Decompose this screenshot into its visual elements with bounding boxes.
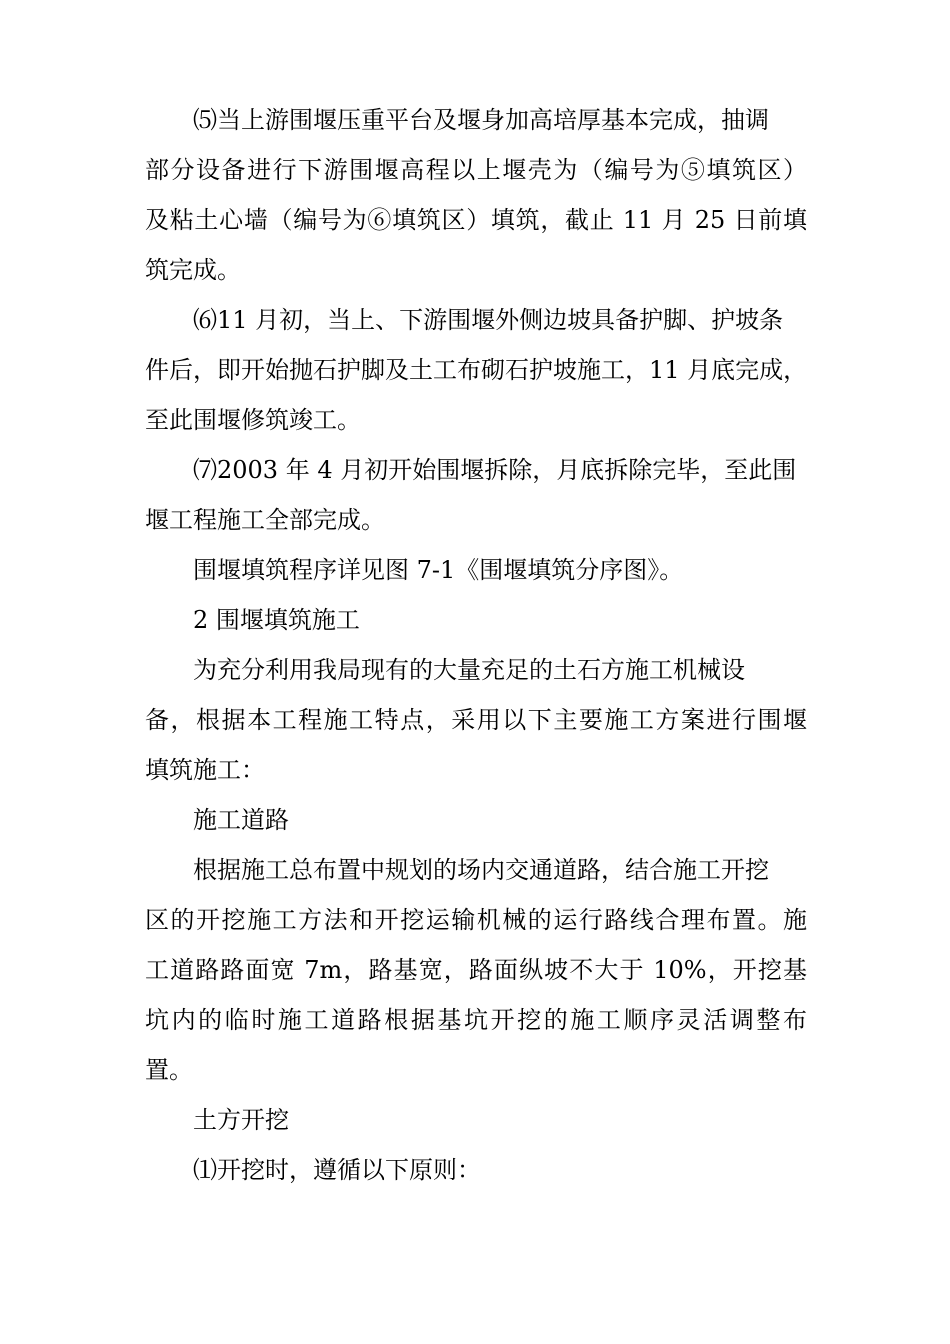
text-line: 部分设备进行下游围堰高程以上堰壳为（编号为⑤填筑区）: [145, 156, 807, 184]
subsection-heading: 施工道路: [193, 806, 289, 834]
section-heading: 2 围堰填筑施工: [193, 606, 360, 634]
text-line: 为充分利用我局现有的大量充足的土石方施工机械设: [193, 656, 745, 684]
text-line: 根据施工总布置中规划的场内交通道路，结合施工开挖: [193, 856, 769, 884]
text-line: ⑴开挖时，遵循以下原则：: [193, 1156, 481, 1184]
text-line: 工道路路面宽 7m，路基宽，路面纵坡不大于 10%，开挖基: [145, 956, 807, 984]
text-line: 坑内的临时施工道路根据基坑开挖的施工顺序灵活调整布: [145, 1006, 807, 1034]
text-line: 填筑施工：: [145, 756, 265, 784]
subsection-heading: 土方开挖: [193, 1106, 289, 1134]
text-line: 备，根据本工程施工特点，采用以下主要施工方案进行围堰: [145, 706, 807, 734]
text-line: 筑完成。: [145, 256, 241, 284]
text-line: 件后，即开始抛石护脚及土工布砌石护坡施工，11 月底完成，: [145, 356, 808, 384]
text-line: 堰工程施工全部完成。: [145, 506, 385, 534]
text-line: ⑹11 月初，当上、下游围堰外侧边坡具备护脚、护坡条: [193, 306, 784, 334]
text-line: 及粘土心墙（编号为⑥填筑区）填筑，截止 11 月 25 日前填: [145, 206, 807, 234]
text-line: 置。: [145, 1056, 193, 1084]
text-line: 区的开挖施工方法和开挖运输机械的运行路线合理布置。施: [145, 906, 807, 934]
text-line: 至此围堰修筑竣工。: [145, 406, 361, 434]
text-line: ⑺2003 年 4 月初开始围堰拆除，月底拆除完毕，至此围: [193, 456, 797, 484]
text-line: ⑸当上游围堰压重平台及堰身加高培厚基本完成，抽调: [193, 106, 769, 134]
text-line: 围堰填筑程序详见图 7-1《围堰填筑分序图》。: [193, 556, 684, 584]
